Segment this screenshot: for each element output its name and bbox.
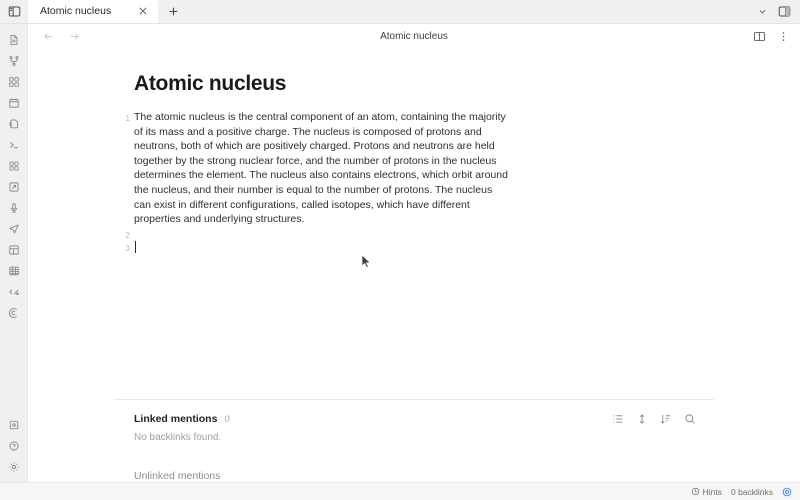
copy-layers-icon: [8, 118, 20, 130]
git-branch-icon: [8, 55, 20, 67]
linked-mentions-count: 0: [224, 413, 230, 425]
sort-icon: [660, 413, 672, 425]
rail-bottom-group: [3, 415, 25, 476]
rail-item-layout[interactable]: [3, 240, 25, 259]
more-options-button[interactable]: [774, 27, 792, 45]
mentions-section: [114, 399, 714, 482]
binary-icon: [8, 160, 20, 172]
rail-item-files[interactable]: [3, 30, 25, 49]
tab-strip-actions: [752, 0, 800, 23]
editor-block-2[interactable]: [114, 227, 714, 240]
line-number: 3: [125, 243, 130, 253]
forward-button[interactable]: [66, 28, 82, 44]
rail-item-terminal[interactable]: [3, 135, 25, 154]
hints-status[interactable]: [691, 487, 722, 497]
backlinks-label: 0 backlinks: [730, 486, 773, 497]
text-caret: [135, 241, 136, 253]
line-number: 1: [125, 114, 130, 123]
rail-item-settings[interactable]: [3, 457, 25, 476]
sidebar-toggle-button[interactable]: [0, 0, 28, 23]
backlinks-status[interactable]: [731, 487, 773, 497]
main-pane: [28, 24, 800, 482]
mentions-actions: [611, 413, 714, 426]
rail-item-duplicate[interactable]: [3, 114, 25, 133]
code-percent-icon: [8, 286, 20, 298]
activity-rail: [0, 24, 28, 482]
navigation-buttons: [36, 28, 82, 44]
rail-top-group: [3, 30, 25, 322]
circle-c-icon: [8, 307, 20, 319]
hints-icon: [691, 487, 700, 496]
panel-right-icon: [778, 5, 791, 18]
tab-list-dropdown-button[interactable]: [752, 1, 772, 21]
file-text-icon: [8, 34, 20, 46]
expand-box-icon: [8, 181, 20, 193]
block-text[interactable]: The atomic nucleus is the central component of an atom, containing the majority of its mass and a positive charge. The nucleus is composed of protons and neutrons, both of which are positively charged. Protons and neutrons are held together by the strong nuclear force, and the number of protons in the nucleus determines the element. The nucleus also contains electrons, which orbit around the nucleus, and their number is equal to the number of protons. The nucleus can exist in different configurations, called isotopes, which have different properties and underlying structures.: [134, 111, 508, 226]
split-view-icon: [753, 30, 766, 43]
grid-blocks-icon: [8, 76, 20, 88]
rail-item-table[interactable]: [3, 261, 25, 280]
arrow-left-icon: [43, 31, 54, 42]
unlinked-mentions-title[interactable]: Unlinked mentions: [134, 470, 221, 482]
linked-mentions-title[interactable]: Linked mentions: [134, 413, 218, 425]
tab-label: Atomic nucleus: [40, 5, 112, 17]
expand-all-button[interactable]: [635, 413, 648, 426]
search-icon: [684, 413, 696, 425]
sync-status-button[interactable]: [782, 487, 792, 497]
hints-label: Hints: [702, 486, 722, 497]
collapse-expand-icon: [636, 413, 648, 425]
editor-block-3[interactable]: [114, 240, 714, 255]
rail-item-send[interactable]: [3, 219, 25, 238]
rail-item-expand[interactable]: [3, 177, 25, 196]
rail-item-calendar[interactable]: [3, 93, 25, 112]
document-body: [114, 48, 714, 255]
layout-panel-icon: [8, 244, 20, 256]
rail-item-binary[interactable]: [3, 156, 25, 175]
status-bar: [0, 482, 800, 500]
mentions-inner: [114, 400, 714, 482]
list-icon: [612, 413, 624, 425]
body-row: [0, 24, 800, 482]
layout-toggle-button[interactable]: [774, 1, 794, 21]
rail-item-plugins[interactable]: [3, 415, 25, 434]
split-view-button[interactable]: [750, 27, 768, 45]
block-text-active[interactable]: [134, 240, 524, 258]
page-title[interactable]: Atomic nucleus: [134, 72, 287, 95]
document-toolbar: [28, 24, 800, 48]
no-backlinks-message: No backlinks found.: [134, 432, 222, 443]
document-scroll-area[interactable]: [28, 48, 800, 399]
search-button[interactable]: [683, 413, 696, 426]
help-circle-icon: [8, 440, 20, 452]
chevron-down-icon: [758, 7, 767, 16]
microphone-icon: [8, 202, 20, 214]
new-tab-button[interactable]: [162, 0, 184, 22]
gear-icon: [8, 461, 20, 473]
square-dot-icon: [8, 419, 20, 431]
rail-item-code-snippet[interactable]: [3, 282, 25, 301]
toolbar-actions: [750, 27, 792, 45]
panel-left-icon: [8, 5, 21, 18]
sort-button[interactable]: [659, 413, 672, 426]
more-vertical-icon: [777, 30, 790, 43]
linked-mentions-header: [134, 400, 714, 430]
editor-block-1[interactable]: [114, 110, 714, 227]
tab-atomic-nucleus[interactable]: [28, 0, 158, 23]
line-number: 2: [125, 230, 130, 240]
table-icon: [8, 265, 20, 277]
rail-item-microphone[interactable]: [3, 198, 25, 217]
back-button[interactable]: [40, 28, 56, 44]
list-view-button[interactable]: [611, 413, 624, 426]
plus-icon: [168, 6, 179, 17]
calendar-icon: [8, 97, 20, 109]
sync-icon: [782, 487, 792, 497]
rail-item-arc[interactable]: [3, 303, 25, 322]
rail-item-help[interactable]: [3, 436, 25, 455]
rail-item-blocks[interactable]: [3, 72, 25, 91]
close-icon[interactable]: [136, 4, 150, 18]
terminal-icon: [8, 139, 20, 151]
arrow-right-icon: [69, 31, 80, 42]
tab-strip: [0, 0, 800, 24]
breadcrumb: Atomic nucleus: [380, 30, 448, 42]
send-plane-icon: [8, 223, 20, 235]
rail-item-version-control[interactable]: [3, 51, 25, 70]
